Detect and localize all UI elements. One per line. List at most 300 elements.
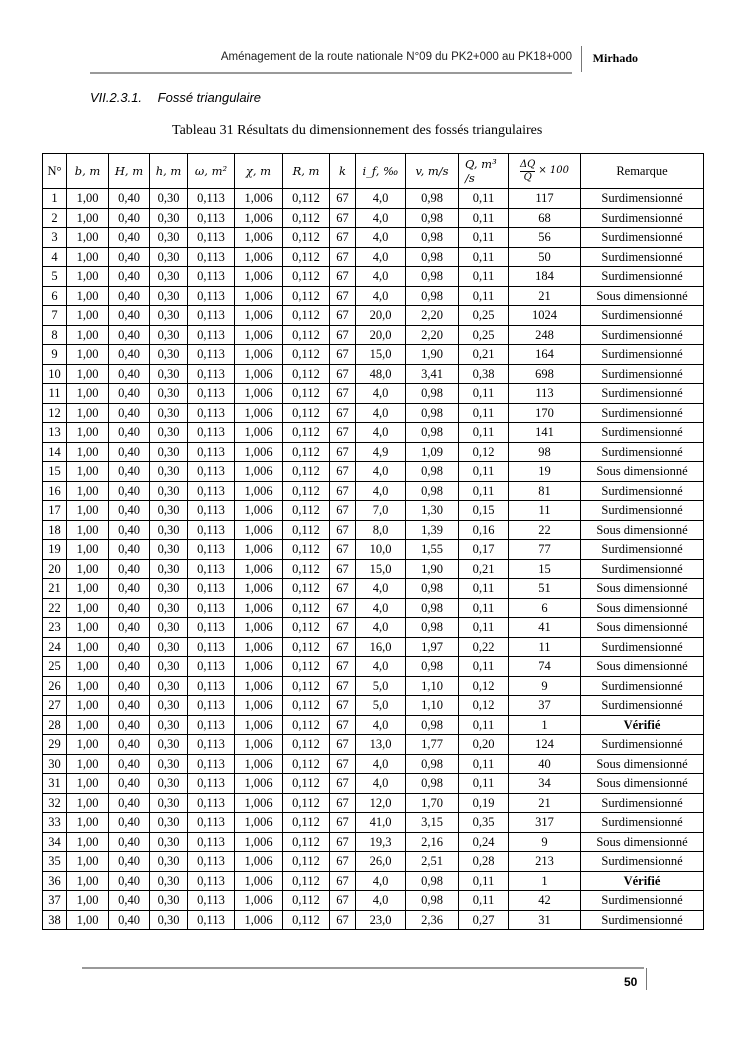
cell-velocity: 0,98 xyxy=(406,754,459,774)
cell-R: 0,112 xyxy=(283,403,330,423)
cell-h: 0,30 xyxy=(150,520,188,540)
cell-b: 1,00 xyxy=(67,520,109,540)
cell-omega: 0,113 xyxy=(188,657,235,677)
cell-slope: 4,0 xyxy=(356,189,406,209)
cell-omega: 0,113 xyxy=(188,540,235,560)
cell-delta-q: 37 xyxy=(509,696,581,716)
table-row xyxy=(43,676,704,696)
cell-remark: Surdimensionné xyxy=(581,442,704,462)
cell-number: 7 xyxy=(43,306,67,326)
cell-chi: 1,006 xyxy=(235,403,283,423)
cell-remark: Surdimensionné xyxy=(581,813,704,833)
col-header-remark: Remarque xyxy=(581,154,704,189)
cell-b: 1,00 xyxy=(67,286,109,306)
section-heading xyxy=(90,90,261,105)
table-row xyxy=(43,364,704,384)
cell-h: 0,30 xyxy=(150,832,188,852)
cell-h: 0,30 xyxy=(150,208,188,228)
cell-h: 0,30 xyxy=(150,286,188,306)
cell-omega: 0,113 xyxy=(188,579,235,599)
cell-velocity: 1,10 xyxy=(406,696,459,716)
cell-b: 1,00 xyxy=(67,696,109,716)
cell-H: 0,40 xyxy=(109,228,150,248)
cell-chi: 1,006 xyxy=(235,462,283,482)
cell-slope: 4,0 xyxy=(356,462,406,482)
cell-R: 0,112 xyxy=(283,774,330,794)
cell-delta-q: 6 xyxy=(509,598,581,618)
cell-velocity: 0,98 xyxy=(406,462,459,482)
table-row xyxy=(43,189,704,209)
cell-R: 0,112 xyxy=(283,247,330,267)
cell-k: 67 xyxy=(330,540,356,560)
cell-number: 14 xyxy=(43,442,67,462)
cell-slope: 41,0 xyxy=(356,813,406,833)
cell-slope: 15,0 xyxy=(356,345,406,365)
cell-slope: 23,0 xyxy=(356,910,406,930)
cell-H: 0,40 xyxy=(109,657,150,677)
cell-flow: 0,11 xyxy=(459,774,509,794)
cell-b: 1,00 xyxy=(67,715,109,735)
cell-R: 0,112 xyxy=(283,715,330,735)
cell-remark: Surdimensionné xyxy=(581,267,704,287)
cell-chi: 1,006 xyxy=(235,520,283,540)
cell-number: 2 xyxy=(43,208,67,228)
cell-remark: Sous dimensionné xyxy=(581,520,704,540)
cell-omega: 0,113 xyxy=(188,208,235,228)
cell-R: 0,112 xyxy=(283,384,330,404)
cell-chi: 1,006 xyxy=(235,579,283,599)
cell-b: 1,00 xyxy=(67,189,109,209)
cell-H: 0,40 xyxy=(109,735,150,755)
cell-h: 0,30 xyxy=(150,540,188,560)
cell-number: 38 xyxy=(43,910,67,930)
cell-number: 4 xyxy=(43,247,67,267)
cell-k: 67 xyxy=(330,910,356,930)
cell-chi: 1,006 xyxy=(235,306,283,326)
cell-b: 1,00 xyxy=(67,364,109,384)
cell-H: 0,40 xyxy=(109,247,150,267)
cell-velocity: 0,98 xyxy=(406,189,459,209)
cell-slope: 4,0 xyxy=(356,715,406,735)
cell-remark: Surdimensionné xyxy=(581,208,704,228)
cell-H: 0,40 xyxy=(109,813,150,833)
table-row xyxy=(43,637,704,657)
cell-b: 1,00 xyxy=(67,228,109,248)
cell-remark: Sous dimensionné xyxy=(581,286,704,306)
cell-number: 28 xyxy=(43,715,67,735)
cell-flow: 0,27 xyxy=(459,910,509,930)
cell-slope: 4,0 xyxy=(356,618,406,638)
cell-h: 0,30 xyxy=(150,403,188,423)
cell-k: 67 xyxy=(330,208,356,228)
cell-slope: 4,0 xyxy=(356,657,406,677)
cell-number: 34 xyxy=(43,832,67,852)
cell-k: 67 xyxy=(330,696,356,716)
cell-number: 17 xyxy=(43,501,67,521)
cell-h: 0,30 xyxy=(150,813,188,833)
flow-header-top: Q, m³ xyxy=(465,157,497,171)
cell-slope: 4,0 xyxy=(356,891,406,911)
col-header-H: H, m xyxy=(109,154,150,189)
cell-k: 67 xyxy=(330,618,356,638)
cell-flow: 0,11 xyxy=(459,286,509,306)
cell-omega: 0,113 xyxy=(188,793,235,813)
cell-number: 10 xyxy=(43,364,67,384)
cell-slope: 4,0 xyxy=(356,579,406,599)
table-row xyxy=(43,657,704,677)
cell-h: 0,30 xyxy=(150,345,188,365)
cell-b: 1,00 xyxy=(67,306,109,326)
cell-omega: 0,113 xyxy=(188,754,235,774)
cell-number: 16 xyxy=(43,481,67,501)
cell-H: 0,40 xyxy=(109,286,150,306)
cell-slope: 4,0 xyxy=(356,208,406,228)
cell-slope: 4,0 xyxy=(356,228,406,248)
cell-chi: 1,006 xyxy=(235,696,283,716)
cell-H: 0,40 xyxy=(109,852,150,872)
cell-H: 0,40 xyxy=(109,774,150,794)
cell-flow: 0,24 xyxy=(459,832,509,852)
cell-H: 0,40 xyxy=(109,715,150,735)
cell-h: 0,30 xyxy=(150,852,188,872)
cell-h: 0,30 xyxy=(150,442,188,462)
cell-delta-q: 31 xyxy=(509,910,581,930)
table-row xyxy=(43,774,704,794)
cell-H: 0,40 xyxy=(109,364,150,384)
cell-b: 1,00 xyxy=(67,345,109,365)
table-row xyxy=(43,325,704,345)
col-header-omega: ω, m² xyxy=(188,154,235,189)
cell-h: 0,30 xyxy=(150,676,188,696)
cell-velocity: 1,77 xyxy=(406,735,459,755)
cell-chi: 1,006 xyxy=(235,364,283,384)
table-row xyxy=(43,247,704,267)
cell-H: 0,40 xyxy=(109,189,150,209)
cell-delta-q: 1 xyxy=(509,871,581,891)
cell-H: 0,40 xyxy=(109,325,150,345)
cell-k: 67 xyxy=(330,442,356,462)
cell-h: 0,30 xyxy=(150,189,188,209)
cell-h: 0,30 xyxy=(150,618,188,638)
cell-remark: Sous dimensionné xyxy=(581,754,704,774)
cell-chi: 1,006 xyxy=(235,774,283,794)
cell-chi: 1,006 xyxy=(235,813,283,833)
cell-h: 0,30 xyxy=(150,228,188,248)
cell-omega: 0,113 xyxy=(188,618,235,638)
cell-number: 24 xyxy=(43,637,67,657)
cell-omega: 0,113 xyxy=(188,520,235,540)
section-title: Fossé triangulaire xyxy=(157,90,261,105)
table-row xyxy=(43,208,704,228)
cell-k: 67 xyxy=(330,267,356,287)
table-row xyxy=(43,871,704,891)
cell-H: 0,40 xyxy=(109,793,150,813)
cell-delta-q: 98 xyxy=(509,442,581,462)
cell-chi: 1,006 xyxy=(235,637,283,657)
cell-velocity: 1,39 xyxy=(406,520,459,540)
cell-R: 0,112 xyxy=(283,676,330,696)
cell-flow: 0,11 xyxy=(459,267,509,287)
header-title: Aménagement de la route nationale N°09 du PK2+000 au PK18+000 xyxy=(220,51,572,63)
cell-b: 1,00 xyxy=(67,891,109,911)
cell-omega: 0,113 xyxy=(188,715,235,735)
cell-h: 0,30 xyxy=(150,384,188,404)
cell-flow: 0,12 xyxy=(459,676,509,696)
cell-h: 0,30 xyxy=(150,891,188,911)
cell-chi: 1,006 xyxy=(235,501,283,521)
cell-delta-q: 1 xyxy=(509,715,581,735)
cell-number: 32 xyxy=(43,793,67,813)
cell-flow: 0,11 xyxy=(459,481,509,501)
table-row xyxy=(43,579,704,599)
cell-remark: Surdimensionné xyxy=(581,559,704,579)
cell-b: 1,00 xyxy=(67,384,109,404)
cell-number: 23 xyxy=(43,618,67,638)
cell-delta-q: 113 xyxy=(509,384,581,404)
cell-k: 67 xyxy=(330,559,356,579)
cell-delta-q: 42 xyxy=(509,891,581,911)
cell-omega: 0,113 xyxy=(188,267,235,287)
cell-chi: 1,006 xyxy=(235,598,283,618)
cell-H: 0,40 xyxy=(109,637,150,657)
cell-remark: Surdimensionné xyxy=(581,228,704,248)
cell-slope: 20,0 xyxy=(356,325,406,345)
table-row xyxy=(43,910,704,930)
cell-k: 67 xyxy=(330,657,356,677)
cell-velocity: 0,98 xyxy=(406,715,459,735)
cell-omega: 0,113 xyxy=(188,598,235,618)
delta-q-denominator: Q xyxy=(523,171,532,183)
cell-H: 0,40 xyxy=(109,403,150,423)
cell-remark: Surdimensionné xyxy=(581,910,704,930)
cell-delta-q: 68 xyxy=(509,208,581,228)
flow-header-bottom: /s xyxy=(465,171,475,185)
table-row xyxy=(43,306,704,326)
col-header-slope: i_f, ‰ xyxy=(356,154,406,189)
cell-b: 1,00 xyxy=(67,774,109,794)
cell-R: 0,112 xyxy=(283,189,330,209)
table-row xyxy=(43,598,704,618)
cell-b: 1,00 xyxy=(67,793,109,813)
col-header-delta-q xyxy=(509,154,581,189)
cell-flow: 0,12 xyxy=(459,696,509,716)
cell-omega: 0,113 xyxy=(188,637,235,657)
cell-R: 0,112 xyxy=(283,325,330,345)
cell-R: 0,112 xyxy=(283,579,330,599)
cell-h: 0,30 xyxy=(150,735,188,755)
cell-velocity: 3,15 xyxy=(406,813,459,833)
cell-k: 67 xyxy=(330,774,356,794)
cell-H: 0,40 xyxy=(109,520,150,540)
cell-R: 0,112 xyxy=(283,793,330,813)
cell-omega: 0,113 xyxy=(188,403,235,423)
cell-velocity: 0,98 xyxy=(406,598,459,618)
cell-chi: 1,006 xyxy=(235,442,283,462)
cell-flow: 0,11 xyxy=(459,715,509,735)
cell-velocity: 0,98 xyxy=(406,774,459,794)
cell-delta-q: 34 xyxy=(509,774,581,794)
cell-remark: Surdimensionné xyxy=(581,364,704,384)
cell-H: 0,40 xyxy=(109,267,150,287)
cell-R: 0,112 xyxy=(283,696,330,716)
cell-delta-q: 15 xyxy=(509,559,581,579)
cell-slope: 4,0 xyxy=(356,384,406,404)
cell-b: 1,00 xyxy=(67,657,109,677)
cell-velocity: 0,98 xyxy=(406,267,459,287)
cell-omega: 0,113 xyxy=(188,891,235,911)
cell-R: 0,112 xyxy=(283,481,330,501)
page-number: 50 xyxy=(624,975,638,989)
table-row xyxy=(43,286,704,306)
cell-chi: 1,006 xyxy=(235,735,283,755)
cell-R: 0,112 xyxy=(283,267,330,287)
cell-chi: 1,006 xyxy=(235,871,283,891)
cell-velocity: 0,98 xyxy=(406,891,459,911)
cell-chi: 1,006 xyxy=(235,345,283,365)
cell-number: 20 xyxy=(43,559,67,579)
cell-omega: 0,113 xyxy=(188,871,235,891)
cell-H: 0,40 xyxy=(109,442,150,462)
col-header-R: R, m xyxy=(283,154,330,189)
cell-H: 0,40 xyxy=(109,481,150,501)
cell-b: 1,00 xyxy=(67,462,109,482)
table-row xyxy=(43,423,704,443)
page-header xyxy=(90,48,650,74)
cell-number: 6 xyxy=(43,286,67,306)
cell-remark: Sous dimensionné xyxy=(581,598,704,618)
cell-R: 0,112 xyxy=(283,735,330,755)
table-row xyxy=(43,559,704,579)
cell-R: 0,112 xyxy=(283,637,330,657)
cell-slope: 26,0 xyxy=(356,852,406,872)
cell-R: 0,112 xyxy=(283,832,330,852)
cell-slope: 5,0 xyxy=(356,676,406,696)
cell-k: 67 xyxy=(330,891,356,911)
cell-R: 0,112 xyxy=(283,520,330,540)
table-row xyxy=(43,520,704,540)
cell-k: 67 xyxy=(330,754,356,774)
cell-k: 67 xyxy=(330,384,356,404)
cell-omega: 0,113 xyxy=(188,364,235,384)
cell-chi: 1,006 xyxy=(235,832,283,852)
cell-flow: 0,11 xyxy=(459,871,509,891)
cell-omega: 0,113 xyxy=(188,384,235,404)
cell-velocity: 2,36 xyxy=(406,910,459,930)
cell-H: 0,40 xyxy=(109,559,150,579)
cell-k: 67 xyxy=(330,676,356,696)
cell-number: 15 xyxy=(43,462,67,482)
cell-H: 0,40 xyxy=(109,598,150,618)
cell-delta-q: 41 xyxy=(509,618,581,638)
cell-remark: Surdimensionné xyxy=(581,247,704,267)
cell-number: 11 xyxy=(43,384,67,404)
cell-b: 1,00 xyxy=(67,871,109,891)
cell-remark: Vérifié xyxy=(581,871,704,891)
cell-R: 0,112 xyxy=(283,540,330,560)
cell-slope: 8,0 xyxy=(356,520,406,540)
table-row xyxy=(43,813,704,833)
cell-chi: 1,006 xyxy=(235,267,283,287)
cell-R: 0,112 xyxy=(283,754,330,774)
cell-omega: 0,113 xyxy=(188,696,235,716)
table-row xyxy=(43,735,704,755)
cell-chi: 1,006 xyxy=(235,559,283,579)
cell-flow: 0,21 xyxy=(459,345,509,365)
cell-h: 0,30 xyxy=(150,579,188,599)
cell-b: 1,00 xyxy=(67,637,109,657)
cell-chi: 1,006 xyxy=(235,384,283,404)
cell-number: 25 xyxy=(43,657,67,677)
cell-b: 1,00 xyxy=(67,325,109,345)
cell-flow: 0,28 xyxy=(459,852,509,872)
cell-velocity: 2,20 xyxy=(406,306,459,326)
cell-delta-q: 50 xyxy=(509,247,581,267)
cell-omega: 0,113 xyxy=(188,189,235,209)
col-header-number: N° xyxy=(43,154,67,189)
cell-chi: 1,006 xyxy=(235,325,283,345)
table-row xyxy=(43,832,704,852)
cell-k: 67 xyxy=(330,832,356,852)
cell-number: 29 xyxy=(43,735,67,755)
col-header-k: k xyxy=(330,154,356,189)
cell-slope: 10,0 xyxy=(356,540,406,560)
cell-velocity: 1,30 xyxy=(406,501,459,521)
cell-h: 0,30 xyxy=(150,247,188,267)
cell-remark: Sous dimensionné xyxy=(581,774,704,794)
cell-H: 0,40 xyxy=(109,501,150,521)
cell-delta-q: 164 xyxy=(509,345,581,365)
cell-b: 1,00 xyxy=(67,208,109,228)
cell-slope: 20,0 xyxy=(356,306,406,326)
cell-omega: 0,113 xyxy=(188,501,235,521)
cell-slope: 19,3 xyxy=(356,832,406,852)
table-body xyxy=(43,189,704,930)
cell-omega: 0,113 xyxy=(188,325,235,345)
cell-flow: 0,25 xyxy=(459,306,509,326)
table-row xyxy=(43,618,704,638)
cell-velocity: 0,98 xyxy=(406,208,459,228)
cell-R: 0,112 xyxy=(283,345,330,365)
cell-b: 1,00 xyxy=(67,247,109,267)
cell-R: 0,112 xyxy=(283,501,330,521)
cell-R: 0,112 xyxy=(283,852,330,872)
cell-remark: Surdimensionné xyxy=(581,403,704,423)
cell-flow: 0,16 xyxy=(459,520,509,540)
cell-delta-q: 1024 xyxy=(509,306,581,326)
cell-flow: 0,11 xyxy=(459,247,509,267)
cell-number: 9 xyxy=(43,345,67,365)
header-divider xyxy=(581,46,582,72)
cell-R: 0,112 xyxy=(283,813,330,833)
cell-slope: 15,0 xyxy=(356,559,406,579)
cell-remark: Surdimensionné xyxy=(581,793,704,813)
cell-chi: 1,006 xyxy=(235,423,283,443)
cell-velocity: 0,98 xyxy=(406,481,459,501)
cell-chi: 1,006 xyxy=(235,189,283,209)
cell-delta-q: 170 xyxy=(509,403,581,423)
cell-R: 0,112 xyxy=(283,657,330,677)
cell-remark: Surdimensionné xyxy=(581,852,704,872)
cell-chi: 1,006 xyxy=(235,891,283,911)
cell-delta-q: 21 xyxy=(509,793,581,813)
cell-flow: 0,12 xyxy=(459,442,509,462)
cell-number: 5 xyxy=(43,267,67,287)
cell-H: 0,40 xyxy=(109,345,150,365)
cell-omega: 0,113 xyxy=(188,228,235,248)
cell-delta-q: 56 xyxy=(509,228,581,248)
cell-velocity: 1,70 xyxy=(406,793,459,813)
cell-remark: Surdimensionné xyxy=(581,735,704,755)
